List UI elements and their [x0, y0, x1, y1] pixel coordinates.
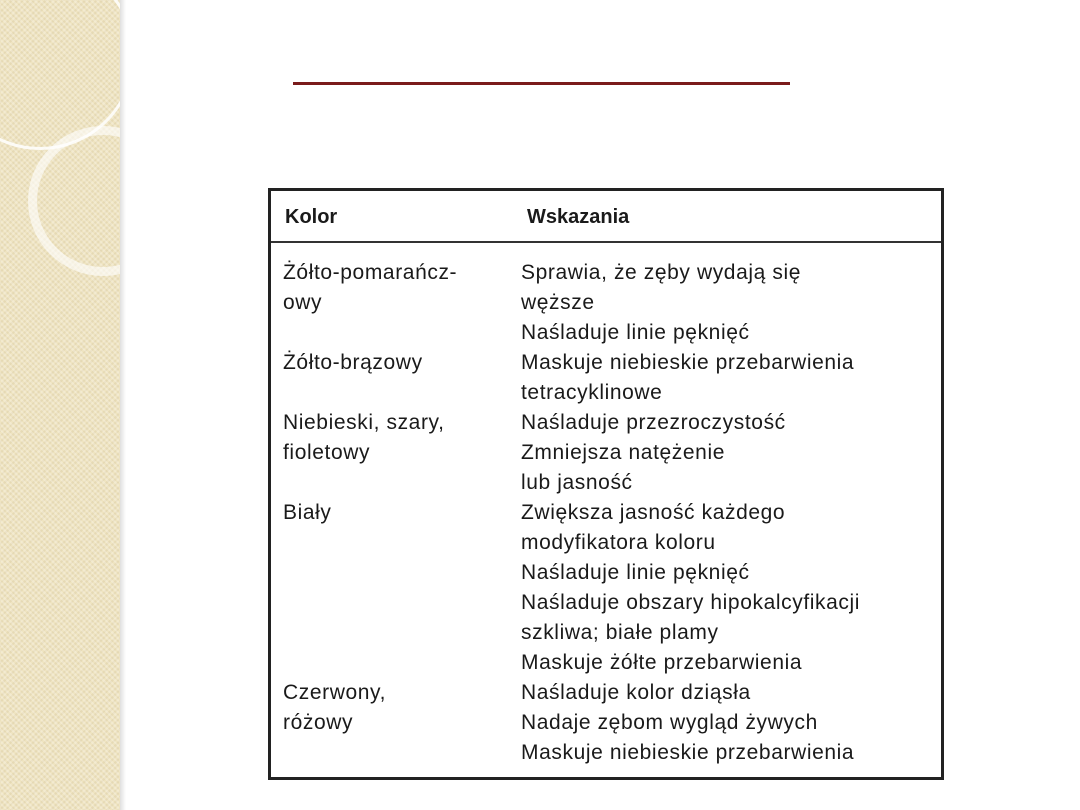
header-indications: Wskazania [527, 206, 630, 228]
table-header [271, 191, 941, 243]
indication-line: Naśladuje obszary hipokalcyfikacji [521, 591, 861, 614]
row-color-cell [283, 498, 513, 528]
row-color-cell [283, 258, 513, 318]
side-band-shadow [120, 0, 126, 810]
indication-line: lub jasność [521, 471, 633, 494]
indication-line: węższe [521, 291, 595, 314]
indication-line: Naśladuje kolor dziąsła [521, 681, 751, 704]
indication-line: Zmniejsza natężenie [521, 441, 725, 464]
indication-line: Naśladuje linie pęknięć [521, 561, 750, 584]
color-line: Niebieski, szary, [283, 411, 445, 434]
color-line: Żółto-brązowy [283, 351, 423, 374]
row-indications-cell [521, 258, 931, 348]
title-underline [293, 82, 790, 85]
row-color-cell [283, 348, 513, 378]
decorative-side-band [0, 0, 120, 810]
row-indications-cell [521, 498, 931, 678]
row-indications-cell [521, 348, 931, 408]
indication-line: modyfikatora koloru [521, 531, 716, 554]
indication-line: Nadaje zębom wygląd żywych [521, 711, 818, 734]
color-line: Biały [283, 501, 332, 524]
color-modifier-table [268, 188, 944, 780]
color-line: Czerwony, [283, 681, 387, 704]
row-indications-cell [521, 408, 931, 498]
indication-line: Naśladuje linie pęknięć [521, 321, 750, 344]
indication-line: Zwiększa jasność każdego [521, 501, 786, 524]
indication-line: szkliwa; białe plamy [521, 621, 719, 644]
row-color-cell [283, 678, 513, 738]
color-line: owy [283, 291, 323, 314]
row-color-cell [283, 408, 513, 468]
indication-line: Maskuje niebieskie przebarwienia [521, 741, 855, 764]
indication-line: Sprawia, że zęby wydają się [521, 261, 801, 284]
row-indications-cell [521, 678, 931, 768]
indication-line: Maskuje niebieskie przebarwienia [521, 351, 855, 374]
indication-line: Naśladuje przezroczystość [521, 411, 786, 434]
color-line: fioletowy [283, 441, 371, 464]
indication-line: tetracyklinowe [521, 381, 663, 404]
color-line: różowy [283, 711, 354, 734]
indication-line: Maskuje żółte przebarwienia [521, 651, 803, 674]
header-color: Kolor [285, 206, 338, 228]
color-line: Żółto-pomarańcz- [283, 261, 458, 284]
